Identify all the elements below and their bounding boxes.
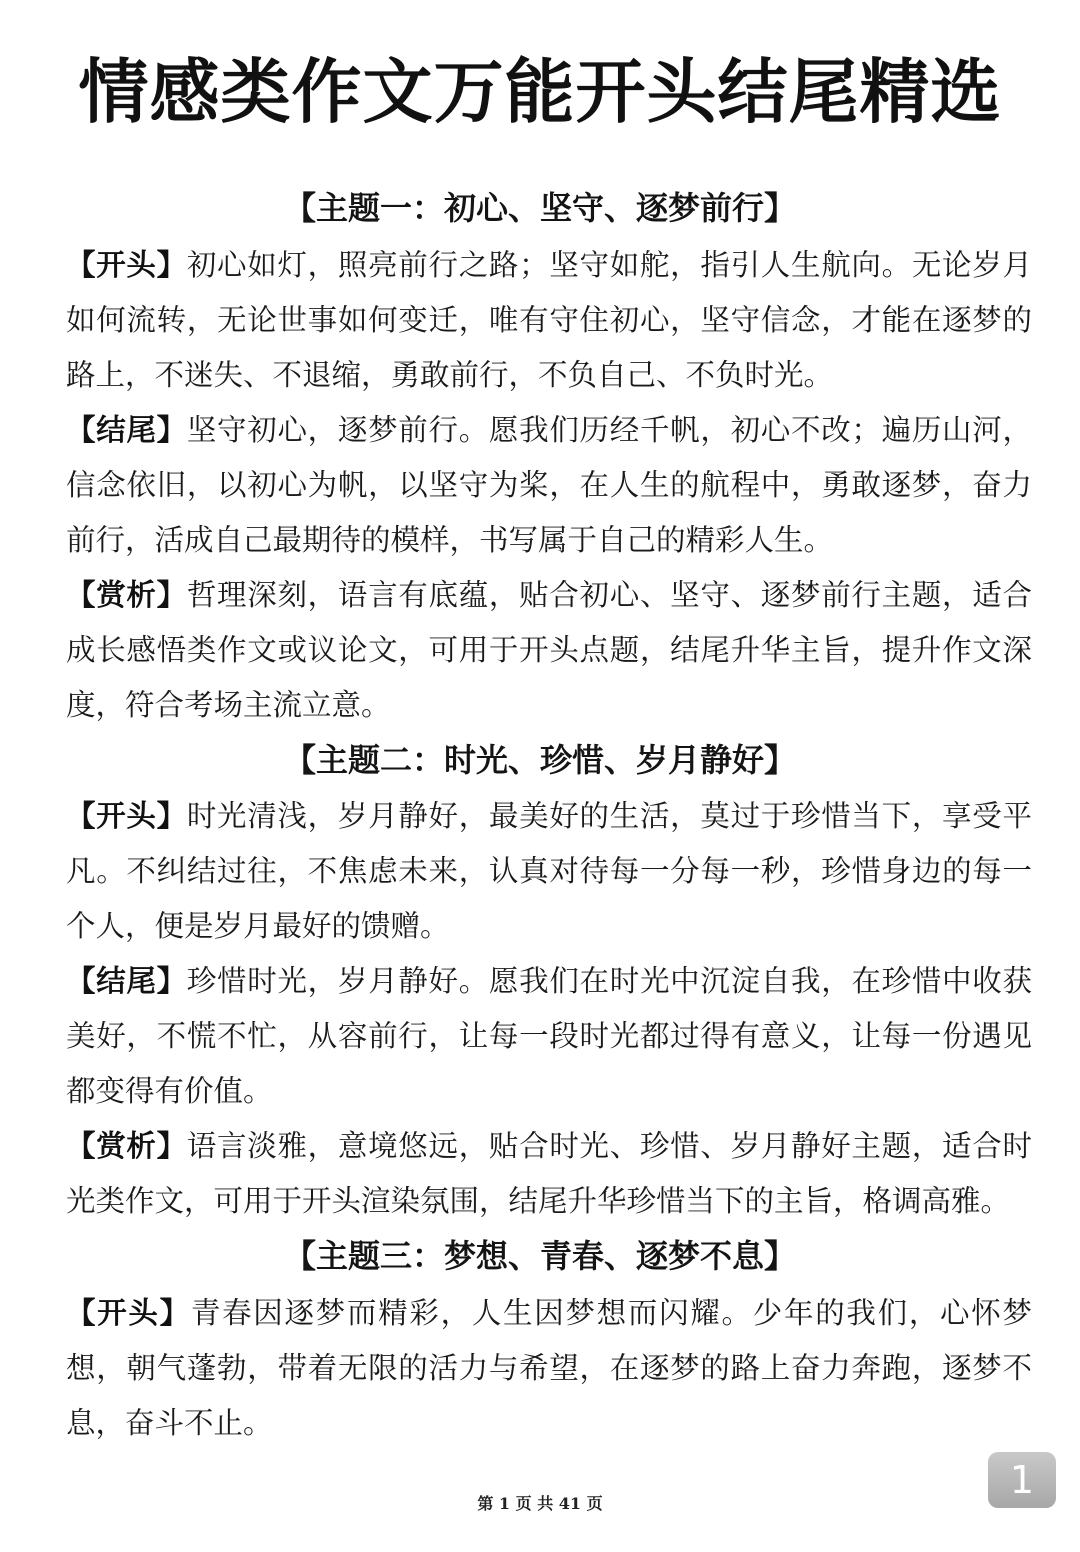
opening-label: 【开头】 — [66, 799, 187, 833]
section-1-opening — [66, 238, 1032, 403]
section-1-ending — [66, 403, 1032, 568]
page-title: 情感类作文万能开头结尾精选 — [78, 51, 1002, 133]
opening-label: 【开头】 — [66, 248, 187, 282]
opening-text: 青春因逐梦而精彩，人生因梦想而闪耀。少年的我们，心怀梦想，朝气蓬勃，带着无限的活力与希望，在逐梦的路上奋力奔跑，逐梦不息，奋斗不止。 — [66, 1296, 1032, 1440]
ending-label: 【结尾】 — [66, 413, 187, 447]
section-2-analysis — [66, 1119, 1032, 1229]
opening-text: 初心如灯，照亮前行之路；坚守如舵，指引人生航向。无论岁月如何流转，无论世事如何变迁，唯有守住初心，坚守信念，才能在逐梦的路上，不迷失、不退缩，勇敢前行，不负自己、不负时光。 — [66, 248, 1032, 392]
section-1-analysis — [66, 568, 1032, 733]
analysis-text: 哲理深刻，语言有底蕴，贴合初心、坚守、逐梦前行主题，适合成长感悟类作文或议论文，可用于开头点题，结尾升华主旨，提升作文深度，符合考场主流立意。 — [66, 578, 1032, 722]
section-3-opening — [66, 1286, 1032, 1451]
analysis-label: 【赏析】 — [66, 578, 187, 612]
ending-text: 坚守初心，逐梦前行。愿我们历经千帆，初心不改；遍历山河，信念依旧，以初心为帆，以坚守为桨，在人生的航程中，勇敢逐梦，奋力前行，活成自己最期待的模样，书写属于自己的精彩人生。 — [66, 413, 1032, 557]
ending-label: 【结尾】 — [66, 964, 187, 998]
opening-text: 时光清浅，岁月静好，最美好的生活，莫过于珍惜当下，享受平凡。不纠结过往，不焦虑未来，认真对待每一分每一秒，珍惜身边的每一个人，便是岁月最好的馈赠。 — [66, 799, 1032, 943]
page-number-footer: 第 1 页 共 41 页 — [477, 1494, 603, 1513]
page-number-badge: 1 — [988, 1452, 1056, 1508]
section-2-opening — [66, 789, 1032, 954]
section-heading-3: 【主题三：梦想、青春、逐梦不息】 — [283, 1237, 796, 1275]
section-heading-2: 【主题二：时光、珍惜、岁月静好】 — [283, 741, 796, 779]
analysis-label: 【赏析】 — [66, 1129, 187, 1163]
section-heading-1: 【主题一：初心、坚守、逐梦前行】 — [283, 189, 796, 227]
opening-label: 【开头】 — [66, 1296, 191, 1330]
section-2-ending — [66, 954, 1032, 1119]
analysis-text: 语言淡雅，意境悠远，贴合时光、珍惜、岁月静好主题，适合时光类作文，可用于开头渲染氛围，结尾升华珍惜当下的主旨，格调高雅。 — [66, 1129, 1032, 1218]
ending-text: 珍惜时光，岁月静好。愿我们在时光中沉淀自我，在珍惜中收获美好，不慌不忙，从容前行，让每一段时光都过得有意义，让每一份遇见都变得有价值。 — [66, 964, 1032, 1108]
